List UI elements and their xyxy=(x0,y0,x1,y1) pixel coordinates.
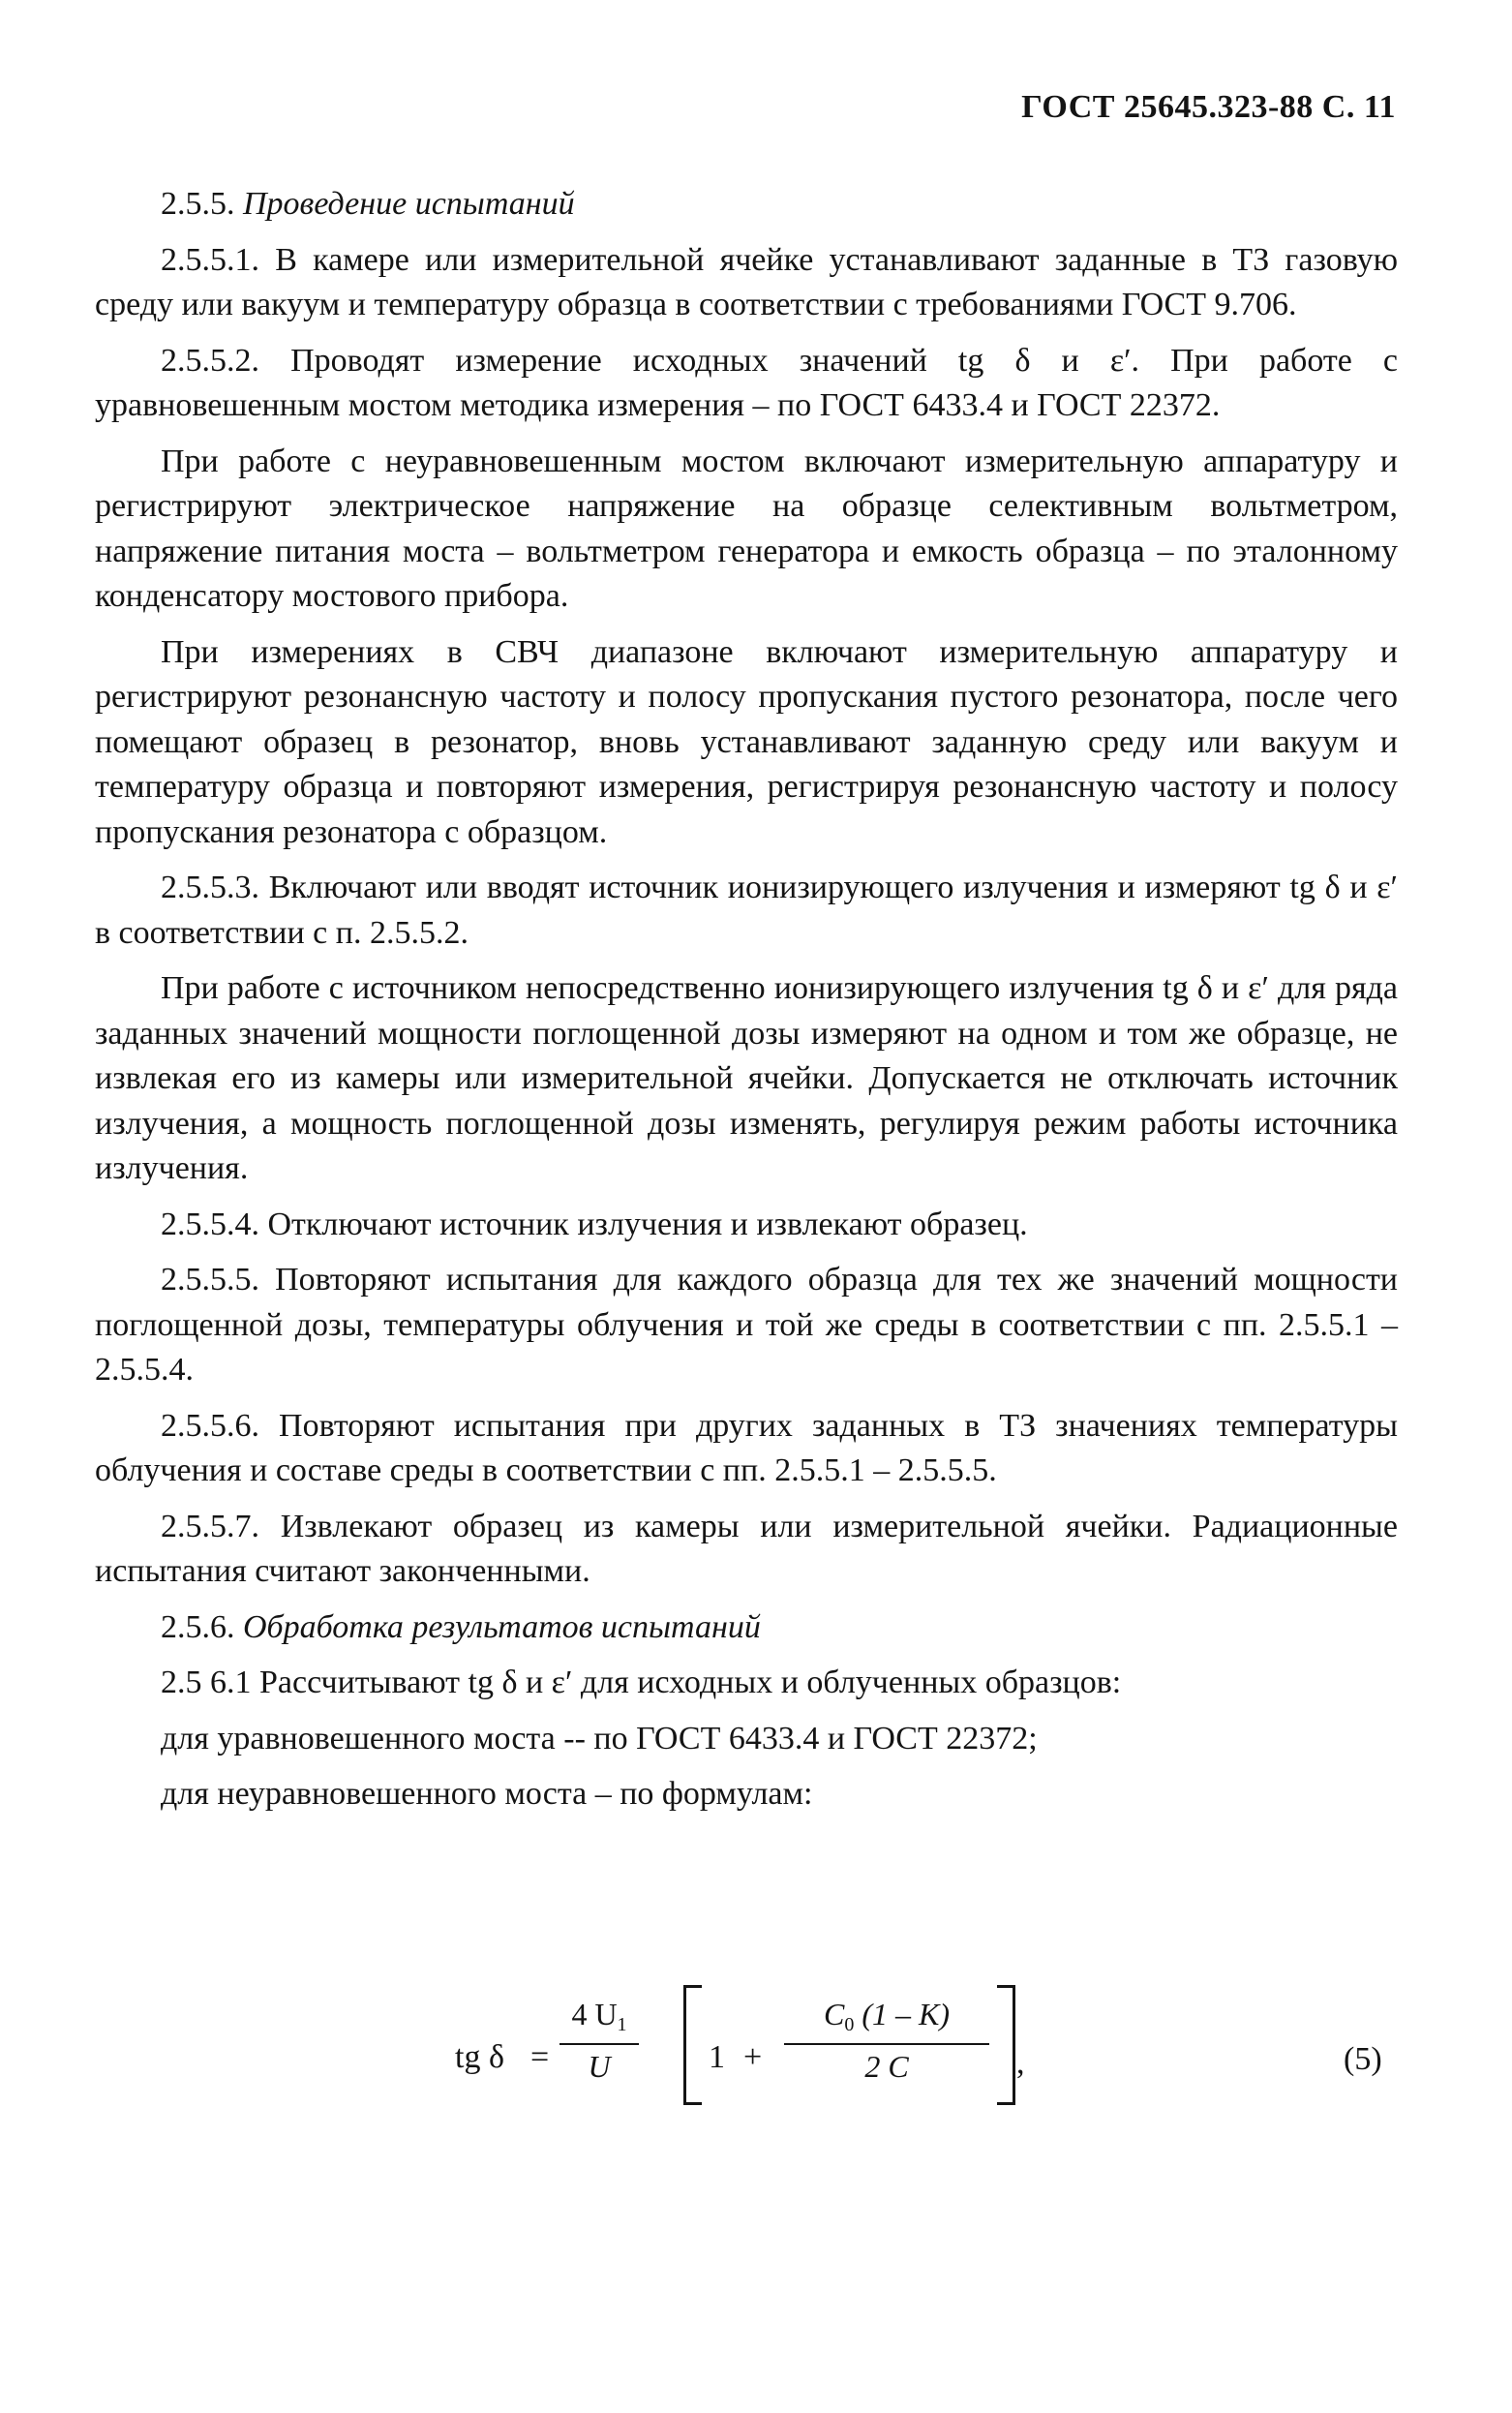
fraction-bar xyxy=(559,2043,639,2045)
fraction-denominator: U xyxy=(588,2049,611,2084)
numerator-subscript: 1 xyxy=(617,2014,627,2035)
numerator-c: C xyxy=(824,1997,845,2031)
numerator-rest: (1 – K) xyxy=(862,1997,950,2031)
paragraph-2-5-5-4: 2.5.5.4. Отключают источник излучения и извлекают образец. xyxy=(161,1206,1028,1242)
fraction-numerator xyxy=(784,1997,989,2039)
fraction-denominator: 2 C xyxy=(864,2049,909,2084)
formula-lhs: tg δ xyxy=(455,2039,504,2075)
paragraph-2-5-5-3: 2.5.5.3. Включают или вводят источник ионизирующего излучения и измеряют tg δ и ε′ в соответствии с п. 2.5.5.2. xyxy=(95,870,1398,951)
fraction-capacitance xyxy=(784,1997,989,2085)
paragraph-2-5-5-7: 2.5.5.7. Извлекают образец из камеры или измерительной ячейки. Радиационные испытания считают законченными. xyxy=(95,1508,1398,1589)
formula-equals: = xyxy=(530,2039,550,2075)
section-heading-2-5-6 xyxy=(95,1605,1398,1651)
paragraph-ionizing-source: При работе с источником непосредственно ионизирующего излучения tg δ и ε′ для ряда заданных значений мощности поглощенной дозы измеряют на одном и том же образце, не извлекая его из камеры или измерительной ячейки. Допускается не отключать источник излучения, а мощность поглощенной дозы изменять, регулируя режим работы источника излучения. xyxy=(95,970,1398,1186)
left-bracket xyxy=(683,1985,702,2105)
paragraph-2-5-5-5: 2.5.5.5. Повторяют испытания для каждого образца для тех же значений мощности поглощенной дозы, температуры облучения и той же среды в соответствии с пп. 2.5.5.1 – 2.5.5.4. xyxy=(95,1262,1398,1388)
formula-5 xyxy=(455,1977,1404,2132)
numerator-c-subscript: 0 xyxy=(844,2014,855,2035)
formula-one: 1 xyxy=(709,2039,725,2075)
right-bracket xyxy=(997,1985,1015,2105)
paragraph-2-5-5-2: 2.5.5.2. Проводят измерение исходных значений tg δ и ε′. При работе с уравновешенным мостом методика измерения – по ГОСТ 6433.4 и ГОСТ 22372. xyxy=(95,342,1398,423)
formula-comma: , xyxy=(1016,2045,1025,2081)
paragraph-unbalanced-bridge: При работе с неуравновешенным мостом включают измерительную аппаратуру и регистрируют электрическое напряжение на образце селективным вольтметром, напряжение питания моста – вольтметром генератора и емкость образца – по эталонному конденсатору мостового прибора. xyxy=(95,443,1398,614)
document-body xyxy=(95,182,1398,1828)
fraction-voltage-ratio xyxy=(559,1997,639,2085)
running-header: ГОСТ 25645.323-88 С. 11 xyxy=(1021,89,1396,125)
fraction-numerator xyxy=(559,1997,639,2039)
paragraph-microwave-range: При измерениях в СВЧ диапазоне включают измерительную аппаратуру и регистрируют резонансную частоту и полосу пропускания пустого резонатора, после чего помещают образец в резонатор, вновь устанавливают заданную среду или вакуум и температуру образца и повторяют измерения, регистрируя резонансную частоту и полосу пропускания резонатора с образцом. xyxy=(95,633,1398,850)
formula-plus: + xyxy=(743,2039,763,2075)
section-number: 2.5.5. xyxy=(161,186,235,222)
section-number: 2.5.6. xyxy=(161,1608,235,1645)
paragraph-2-5-6-1: 2.5 6.1 Рассчитывают tg δ и ε′ для исходных и облученных образцов: xyxy=(161,1665,1122,1700)
paragraph-balanced-bridge: для уравновешенного моста -- по ГОСТ 6433.4 и ГОСТ 22372; xyxy=(161,1720,1038,1756)
numerator-text: 4 U xyxy=(571,1997,618,2031)
section-title: Обработка результатов испытаний xyxy=(243,1608,761,1645)
paragraph-unbalanced-formulas: для неуравновешенного моста – по формулам: xyxy=(161,1776,813,1812)
paragraph-2-5-5-1: 2.5.5.1. В камере или измерительной ячейке устанавливают заданные в ТЗ газовую среду или вакуум и температуру образца в соответствии с требованиями ГОСТ 9.706. xyxy=(95,241,1398,322)
formula-number: (5) xyxy=(1344,2041,1382,2077)
section-title: Проведение испытаний xyxy=(243,186,575,222)
section-heading-2-5-5 xyxy=(95,182,1398,228)
paragraph-2-5-5-6: 2.5.5.6. Повторяют испытания при других заданных в ТЗ значениях температуры облучения и составе среды в соответствии с пп. 2.5.5.1 – 2.5.5.5. xyxy=(95,1407,1398,1488)
fraction-bar xyxy=(784,2043,989,2045)
